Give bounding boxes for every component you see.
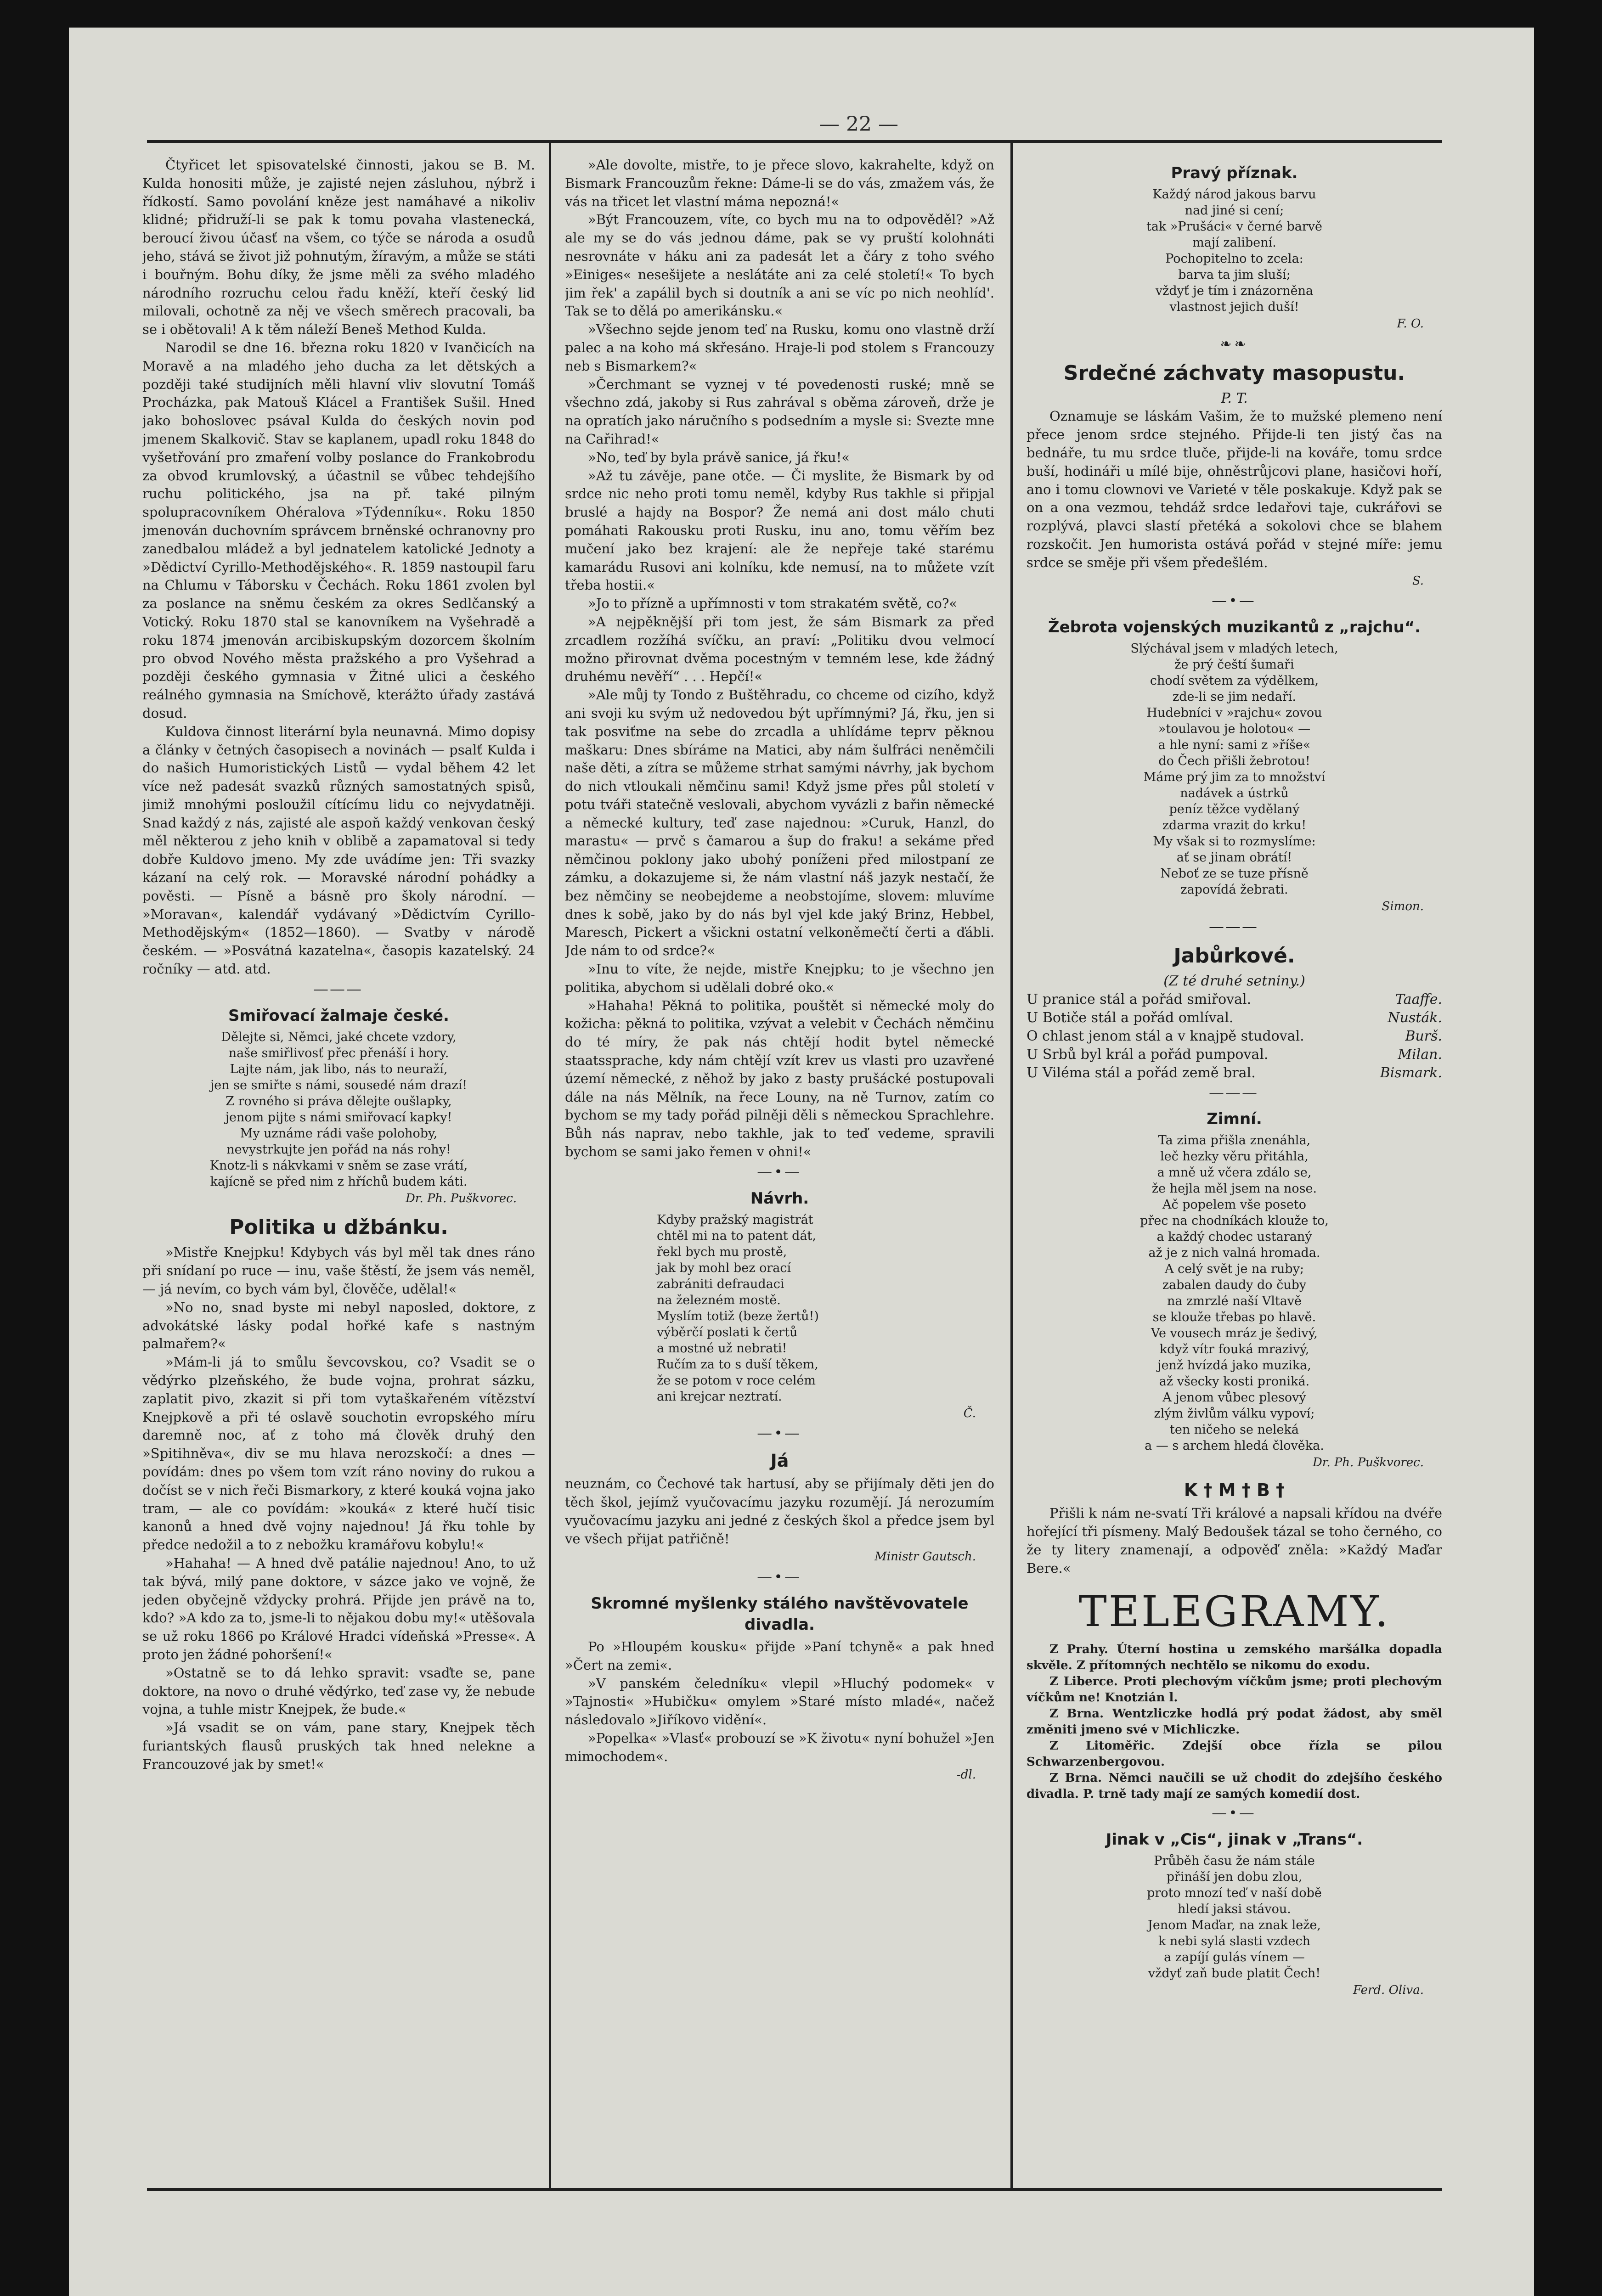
verse-line: že hejla měl jsem na nose. [1151,1182,1317,1196]
verse-line: »toulavou je holotou« — [1158,722,1311,737]
verse-line: proto mnozí teď v naší době [1147,1886,1322,1901]
politika-paragraph: »A nejpěknější při tom jest, že sám Bismark za před zrcadlem rozžíhá svíčku, an praví: „Politiku dvou velmocí možno přirovnat dvěma pocestným v temném lese, kde žádný druhému nevěří“ . . . Hepčí!« [565,613,994,685]
verse-line: Lajte nám, jak libo, nás to neuraží, [230,1062,448,1076]
verse-line: Hudebníci v »rajchu« zovou [1146,706,1322,720]
skromne-paragraph: »Popelka« »Vlasť« probouzí se »K životu« nyní bohužel »Jen mimochodem«. [565,1730,994,1764]
politika-paragraph: »Já vsadit se on vám, pane stary, Knejpek těch furiantských flausů pruských tak hned nelekne a Francouzové jak by smet!« [142,1720,535,1772]
verse-line: Každý národ jakous barvu [1152,187,1316,202]
politika-title: Politika u džbánku. [229,1216,448,1239]
verse-line: a každý chodec ustaraný [1156,1230,1312,1244]
politika-paragraph: »Až tu závěje, pane otče. — Či myslite, že Bismark by od srdce nic neho proti tomu neměl, kdyby Rus takhle si připjal bruslé a hajdy na Bospor? Že nemá ani dost málo chuti pomáhati Rakousku proti Rusku, inu ano, tomu věřím bez mučení jako bez krajení: ale že nepřeje také starému kamarádu Rusovi ani kolníku, kde nemusí, na to můžete vzít třeba hostii.« [565,467,994,593]
skromne-paragraph: Po »Hloupém kousku« přijde »Paní tchyně« a pak hned »Čert na zemi«. [565,1639,994,1673]
kmb-text: Přišli k nám ne-svatí Tři králové a napsali křídou na dvéře hořející tři písmeny. Malý Bedoušek tázal se toho černého, co že ty litery znamenají, a odpověď zněla: »Každý Maďar Bere.« [1027,1505,1442,1576]
page-number: — 22 — [819,113,898,136]
politika-paragraph: »Hahaha! Pěkná to politika, pouštět si německé moly do kožicha: pěkná to politika, vzývat a velebit v Čechách němčinu do té míry, že pak nás chtějí hodit bytel německé staatssprache, kdy nám chtějí vzít krev us vlasti pro uzavřené území německé, z něhož by jako z basty prušácké postupovali dále na nás Mělník, na řece Louny, na ně Turnov, zatím co bychom se my tady pořád pilněji děli s německou Sprachlehre. Bůh nás naprav, nebo takhle, jak to teď vedeme, spravili bychom se sami jako řemen v ohni!« [565,997,994,1160]
jaburkove-table [1027,990,1442,1082]
verse-line: naše smiřlivosť přec přenáší i hory. [228,1046,449,1060]
verse-line: Máme prý jim za to množství [1143,770,1326,785]
ja-signature: Ministr Gautsch. [874,1550,976,1564]
verse-line: Knotz-li s nákvkami v sněm se zase vrátí, [209,1158,468,1173]
verse-line: jenom pijte s námi smiřovací kapky! [225,1110,452,1125]
verse-line: nad jiné si cení; [1185,203,1284,218]
verse-line: a hle nyní: sami z »říše« [1158,738,1311,753]
telegramy [1027,1642,1442,1802]
navrh-verse [565,1212,994,1405]
ornament: ―•― [757,1569,802,1586]
verse-line: Ručím za to s duší těkem, [657,1357,818,1372]
jaburkove-line: U Srbů byl král a pořád pumpoval. [1027,1046,1269,1063]
srdecne-text: Oznamuje se láskám Vašim, že to mužské plemeno není přece jenom srdce stejného. Přijde-li ten jistý čas na bednáře, tu mu srdce tluče, přijde-li na kováře, tomu srdce buší, hodináři u mílé bije, ohněstrůjcovi plane, hasičovi hoří, ano i tomu clownovi ve Varieté v těle poskakuje. Když pak se on a ona vezmou, tehdáž srdce ledařovi taje, cukrářovi se rozplývá, plavci slastí přetéká a sokolovi chce se blahem rozskočit. Jen humorista ostává pořád v stejné míře: jemu srdce se směje při všem předešlém. [1027,408,1442,570]
telegram-item: Z Prahy. Úterní hostina u zemského maršálka dopadla skvěle. Z přítomných nechtělo se nikomu do exodu. [1027,1643,1442,1673]
verse-line: barva ta jim sluší; [1178,268,1291,282]
column-1 [142,156,535,2181]
jaburkove-title: Jabůrkové. [1173,944,1295,968]
verse-line: a mostné už nebrati! [657,1341,787,1356]
politika-paragraph: »Čerchmant se vyznej v té povedenosti ruské; mně se všechno zdá, jakoby si Rus zahrával s oběma zároveň, drže je na opratích jako náručního s podsedním a mysle si: Svezte mne na Cařihrad!« [565,376,994,447]
ornament: ―•― [1212,1805,1257,1822]
srdecne-title: Srdečné záchvaty masopustu. [1063,361,1405,385]
jinak-signature: Ferd. Oliva. [1353,1983,1424,1998]
ornament: ――― [314,981,364,997]
politika-continued [565,156,994,1161]
verse-line: Slýchával jsem v mladých letech, [1130,642,1338,656]
ja-text: neuznám, co Čechové tak hartusí, aby se přijímaly děti jen do těch škol, jejímž vyučovacímu jazyku rozumějí. Já nerozumím vyučovacímu jazyku ani jedné z českých škol a předce jsem byl ve všech přijat patřičně! [565,1476,994,1547]
politika-paragraph: »Mám-li já to smůlu ševcovskou, co? Vsadit se o vědýrko plzeňského, že bude vojna, prohrat sázku, zaplatit pivo, zkazit si při tom vytaškařeném vítězství Knejpkově a při té oslavě souchotin evropského míru daremně noc, ať z toho má člověk druhý den »Spitihněva«, div se mu hlava nerozskočí: a dnes — povídám: dnes po všem tom vzít ráno noviny do rukou a dočíst se v nich řeči Bismarkory, z které kouká vojna jako tram, — ale co povídám: »kouká« z které hučí tisic kanonů a hned dvě vojny najednou! Já řku tohle by předce nedožil a to z nebožku kramářovu kobylu!« [142,1354,535,1553]
verse-line: zlým živlům válku vypoví; [1154,1407,1315,1421]
verse-line: tak »Prušáci« v černé barvě [1146,219,1322,234]
verse-line: že prý čeští šumaři [1174,658,1294,672]
column-divider-right [1010,140,1013,2188]
bottom-rule [147,2188,1442,2191]
verse-line: na zmrzlé naší Vltavě [1167,1294,1302,1309]
verse-line: vždyť zaň bude platit Čech! [1148,1966,1321,1981]
verse-line: až všecky kosti proniká. [1159,1374,1310,1389]
ornament: ―•― [757,1164,802,1180]
verse-line: hledí jaksi stávou. [1178,1902,1291,1917]
skromne-title: Skromné myšlenky stálého navštěvovatele divadla. [591,1594,969,1634]
jaburkove-line: U pranice stál a pořád smiřoval. [1027,991,1252,1007]
ornament: ―•― [757,1425,802,1442]
verse-line: Ta zima přišla znenáhla, [1158,1133,1311,1148]
verse-line: Kdyby pražský magistrát [657,1212,813,1227]
skromne-signature: -dl. [956,1767,976,1782]
telegram-item: Z Brna. Wentzliczke hodlá prý podat žádost, aby směl změniti jmeno své v Michliczke. [1027,1707,1442,1737]
politika-paragraph: »Ale můj ty Tondo z Buštěhradu, co chceme od cizího, když ani svoji ku svým už nedovedou být upřímnými? Já, řku, jen si tak posviťme na sebe do zrcadla a uhlídáme teprv pěknou maškaru: Dnes sbíráme na Matici, aby nám šulfráci neněmčili naše děti, a zítra se můžeme strhat samými návrhy, jak bychom do nich vtloukali němčinu sami! Když jsme přes půl století v potu tváři statečně veslovali, abychom vyvázli z bařin německé a německé kultury, teď zase najednou: »Curuk, Hanzl, do marastu« — prvč s čamarou a šup do fraku! a sekáme před němčinou poklony jako ubohý poníženi před milostpaní ze zámku, a dokazujeme si, že nám vlastní náš jazyk nestačí, že bez němčiny se neobejdeme a neobstojíme, slovem: mluvíme dnes k sobě, jako by do nás byl vjel kde jaký Brinz, Hebbel, Maresch, Pickert a všickni ostatní velkoněmečtí čerti a ďábli. Jde nám to od srdce?« [565,687,994,959]
verse-line: ten ničeho se neleká [1169,1423,1299,1437]
jaburkove-row [1027,1009,1442,1027]
ornament: ――― [1209,1085,1259,1101]
ornament: ――― [1209,918,1259,935]
verse-line: až je z nich valná hromada. [1148,1246,1320,1261]
verse-line: zabrániti defraudaci [657,1277,784,1291]
verse-line: řekl bych mu prostě, [657,1244,787,1259]
verse-line: jen se smiřte s námi, sousedé nám drazí! [210,1078,468,1092]
verse-line: že se potom v roce celém [657,1373,816,1388]
politika-paragraph: »Hahaha! — A hned dvě patálie najednou! Ano, to už tak bývá, milý pane doktore, v sázce jako ve vojně, že jeden obyčejně vždycky prohrá. Přijde jen právě na to, kdo? »A kdo za to, jsme-li to nějakou dobu my!« utěšovala se už roku 1866 po Králové Hradci vídeňská »Presse«. A proto jen žádné pohoršení!« [142,1555,535,1662]
jaburkove-row [1027,1046,1442,1064]
verse-line: a zapíjí gulás vínem — [1164,1950,1305,1965]
telegramy-title: TELEGRAMY. [1078,1587,1390,1637]
kulda-paragraph: Čtyřicet let spisovatelské činnosti, jakou se B. M. Kulda honositi může, je zajisté nejen zásluhou, nýbrž i řídkostí. Samo povolání kněze jest namáhavé a nikoliv klidné; přidruží-li se pak k tomu povaha vlastenecká, beroucí živou účasť na všem, co týče se národa a osudů jeho, stává se život již pohnutým, žíravým, a může se státi i bouřným. Bohu díky, že jsme měli za svého mladého národního rozruchu celou řadu kněží, kteří český lid milovali, ochotně za něj ve všech směrech pracovali, ba se i obětovali! A k těm náleží Beneš Method Kulda. [142,157,535,338]
verse-line: Dělejte si, Němci, jaké chcete vzdory, [221,1030,457,1044]
jaburkove-row [1027,990,1442,1009]
verse-line: Jenom Maďar, na znak leže, [1148,1918,1321,1933]
verse-line: nadávek a ústrků [1180,786,1289,801]
jaburkove-line: U Botiče stál a pořád omlíval. [1027,1009,1234,1026]
verse-line: přec na chodníkách klouže to, [1140,1214,1329,1228]
column-3 [1027,156,1442,2181]
verse-line: ani krejcar neztratí. [657,1389,782,1404]
top-rule [147,140,1442,143]
verse-line: se klouže třebas po hlavě. [1152,1310,1316,1325]
verse-line: Myslím totiž (beze žertů!) [657,1309,819,1323]
jaburkove-line: O chlast jenom stál a v knajpě studoval. [1027,1028,1304,1044]
verse-line: leč hezky věru přitáhla, [1160,1149,1309,1164]
newspaper-page [69,28,1534,2296]
jinak-verse [1027,1853,1442,1981]
verse-line: Ve vousech mráz je šedivý, [1151,1326,1318,1341]
verse-line: Z rovného si práva dělejte oušlapky, [226,1094,452,1109]
jaburkove-name: Bismark. [1380,1064,1442,1081]
kulda-paragraph: Narodil se dne 16. března roku 1820 v Ivančicích na Moravě a na mladého jeho ducha za let dětských a později také studijních měli hlavní vliv slovutní Tomáš Procházka, pak Matouš Klácel a František Sušil. Hned jako bohoslovec psával Kulda do českých novin pod jmenem Skalkovič. Stav se kaplanem, upadl roku 1848 do vyšetřování pro zmaření volby poslance do Frankobrodu za obvod krumlovský, a účastnil se vůbec tehdejšího ruchu politického, jsa na př. také pilným spolupracovníkem Ohéralova »Týdenníku«. Roku 1850 jmenován duchovním správcem brněnské ochranovny pro zanedbalou mládež a byl jednatelem katolické Jednoty a »Dědictví Cyrillo-Methodějského«. R. 1859 nastoupil faru na Chlumu v Táborsku v Čechách. Roku 1861 zvolen byl za poslance na sněmu českém za okres Sedlčanský a Votický. Roku 1870 stal se kanovníkem na Vyšehradě a roku 1874 jmenován arcibiskupským dozorcem školním pro obvod Nového města pražského a pro Vyšehrad a později českého gymnasia v Žitné ulici a českého reálného gymnasia na Smíchově, kterážto úřady zastává dosud. [142,339,535,721]
politika-paragraph: »No no, snad byste mi nebyl naposled, doktore, z advokátské lásky podal hořké kafe s nastným palmařem?« [142,1299,535,1352]
verse-line: jak by mohl bez orací [657,1261,791,1275]
verse-line: k nebi sylá slasti vzdech [1158,1934,1310,1949]
verse-line: zde-li se jim nedaří. [1173,690,1296,704]
ornament: ❧❧ [1220,336,1249,352]
verse-line: A jenom vůbec plesový [1162,1390,1306,1405]
pravy-title: Pravý příznak. [1171,164,1298,182]
politika-paragraph: »No, teď by byla právě sanice, já řku!« [588,449,850,465]
verse-line: když vítr fouká mrazivý, [1159,1342,1309,1357]
jaburkove-name: Taaffe. [1395,991,1442,1007]
verse-line: Neboť ze se tuze přísně [1160,867,1309,881]
verse-line: zapovídá žebrati. [1180,883,1288,897]
politika-paragraph: »Mistře Knejpku! Kdybych vás byl měl tak dnes ráno při snídaní po ruce — inu, vaše štěstí, že jsem vás neměl, — já nevím, co bych vám byl, člověče, udělal!« [142,1244,535,1297]
column-divider-left [549,140,551,2188]
zimni-signature: Dr. Ph. Puškvorec. [1312,1456,1424,1470]
verse-line: a — s archem hledá člověka. [1145,1439,1324,1453]
verse-line: My však si to rozmyslíme: [1153,834,1316,849]
navrh-signature: Č. [963,1406,976,1420]
jaburkove-name: Nusták. [1388,1009,1442,1026]
ja-title: Já [770,1451,789,1471]
verse-line: Ač popelem vše posetо [1162,1198,1306,1212]
verse-line: Pochopitelno to zcela: [1165,252,1303,266]
verse-line: chodí světem za výdělkem, [1150,674,1319,688]
politika-paragraph: »Všechno sejde jenom teď na Rusku, komu ono vlastně drží palec a na koho má skřesáno. Hraje-li pod stolem s Francouzy neb s Bismarkem?« [565,321,994,374]
zebrota-title: Žebrota vojenských muzikantů z „rajchu“. [1048,618,1421,637]
politika-paragraph: »Ale dovolte, mistře, to je přece slovo, kakrahelte, když on Bismark Francouzům řekne: Dáme-li se do vás, zmažem vás, že vás na třicet let vlastní máma nepozná!« [565,157,994,209]
zimni-verse [1027,1132,1442,1454]
verse-line: do Čech přišli žebrotou! [1158,754,1310,769]
verse-line: přináší jen dobu zlou, [1166,1870,1303,1885]
telegram-item: Z Litoměřic. Zdejší obce řízla se pilou Schwarzenbergovou. [1027,1739,1442,1769]
verse-line: na železném mostě. [657,1293,781,1307]
politika-paragraph: »Inu to víte, že nejde, mistře Knejpku; to je všechno jen politika, abychom si udělali dobré oko.« [565,961,994,995]
skromne-paragraph: »V panském čeledníku« vlepil »Hluchý podomek« v »Tajnosti« »Hubičku« omylem »Staré místo mladé«, načež následovalo »Jiříkovo vidění«. [565,1675,994,1728]
politika-paragraph: »Jo to přízně a upřímnosti v tom strakatém světě, co?« [588,596,958,612]
jinak-title: Jinak v „Cis“, jinak v „Trans“. [1106,1830,1363,1849]
pravy-verse [1027,186,1442,315]
jaburkove-name: Milan. [1398,1046,1442,1063]
verse-line: A celý svět je na ruby; [1164,1262,1304,1277]
verse-line: a mně už včera zdálo se, [1157,1165,1312,1180]
verse-line: výběrčí poslati k čertů [657,1325,798,1339]
salm-title: Smiřovací žalmaje české. [228,1006,449,1025]
navrh-title: Návrh. [750,1189,809,1208]
verse-line: zabalen daudy do čuby [1162,1278,1307,1293]
verse-line: vždyť je tím i znázorněna [1155,284,1314,298]
srdecne-address: P. T. [1221,390,1248,406]
salm-signature: Dr. Ph. Puškvorec. [405,1191,517,1205]
zebrota-signature: Simon. [1382,900,1424,914]
kulda-paragraph: Kuldova činnost literární byla neunavná. Mimo dopisy a články v četných časopisech a novinách — psalť Kulda i do našich Humoristických Listů — vydal během 42 let více než padesát svazků různých samostatných spisů, jimiž mnohými posloužil cítícímu lidu co nejvydatněji. Snad každý z nás, zajisté ale aspoň každý venkovan český měl některou z jeho knih v oblibě a zapamatoval si tedy dobře Kuldovo jmeno. My zde uvádíme jen: Tři svazky kázaní na celý rok. — Moravské národní pohádky a pověsti. — Písně a básně pro školy národní. — »Moravan«, kalendář vydávaný »Dědictvím Cyrillo-Methodějským« (1852—1860). — Svatby v národě českém. — »Posvátná kazatelna«, časopis kazatelský. 24 ročníky — atd. atd. [142,723,535,977]
column-2 [565,156,994,2181]
verse-line: Průběh času že nám stále [1154,1854,1315,1868]
jaburkove-name: Burš. [1405,1028,1442,1044]
verse-line: ať se jinam obrátí! [1176,850,1292,865]
verse-line: vlastnost jejich duší! [1169,300,1299,314]
politika-article [142,1244,535,1773]
verse-line: kajícně se před nim z hříchů budem káti. [210,1174,468,1189]
kmb-title: K † M † B † [1184,1480,1285,1501]
kulda-article [142,156,535,979]
jaburkove-line: U Viléma stál a pořád země bral. [1027,1064,1256,1081]
verse-line: zdarma vrazit do krku! [1162,818,1307,833]
jaburkove-subtitle: (Z té druhé setniny.) [1163,973,1305,989]
telegram-item: Z Brna. Němci naučili se už chodit do zdejšího českého divadla. P. trně tady mají ze samých komedií dost. [1027,1771,1442,1801]
verse-line: mají zalibení. [1192,236,1276,250]
ornament: ―•― [1212,593,1257,609]
telegram-item: Z Liberce. Proti plechovým víčkům jsme; proti plechovým víčkům ne! Knotzián l. [1027,1675,1442,1705]
zebrota-verse [1027,641,1442,898]
verse-line: My uznáme rádi vaše polohoby, [240,1126,438,1141]
jaburkove-row [1027,1064,1442,1082]
verse-line: nevystrkujte jen pořád na nás rohy! [226,1142,451,1157]
srdecne-signature: S. [1412,574,1424,588]
verse-line: jenž hvízdá jako muzika, [1157,1358,1311,1373]
politika-paragraph: »Být Francouzem, víte, co bych mu na to odpověděl? »Až ale my se do vás jednou dáme, pak se vy pruští kolohnáti nesrovnáte v háku ani za padesát let a čáry z toho svého »Einiges« nesešijete a neslátáte ani za celé století!« To bych jim řek' a zapálil bych si doutník a ani se víc po nich neohlíd'. Tak se to dělá po amerikánsku.« [565,212,994,319]
salm-verse [142,1029,535,1190]
zimni-title: Zimní. [1207,1110,1262,1129]
verse-line: chtěl mi na to patent dát, [657,1228,816,1243]
jaburkove-row [1027,1027,1442,1046]
verse-line: peníz těžce vydělaný [1169,802,1300,817]
pravy-signature: F. O. [1397,317,1424,331]
politika-paragraph: »Ostatně se to dá lehko spravit: vsaďte se, pane doktore, na novo o druhé vědýrko, teď zase vy, že nebude vojna, a tuhle mistr Knejpek, že bude.« [142,1665,535,1717]
